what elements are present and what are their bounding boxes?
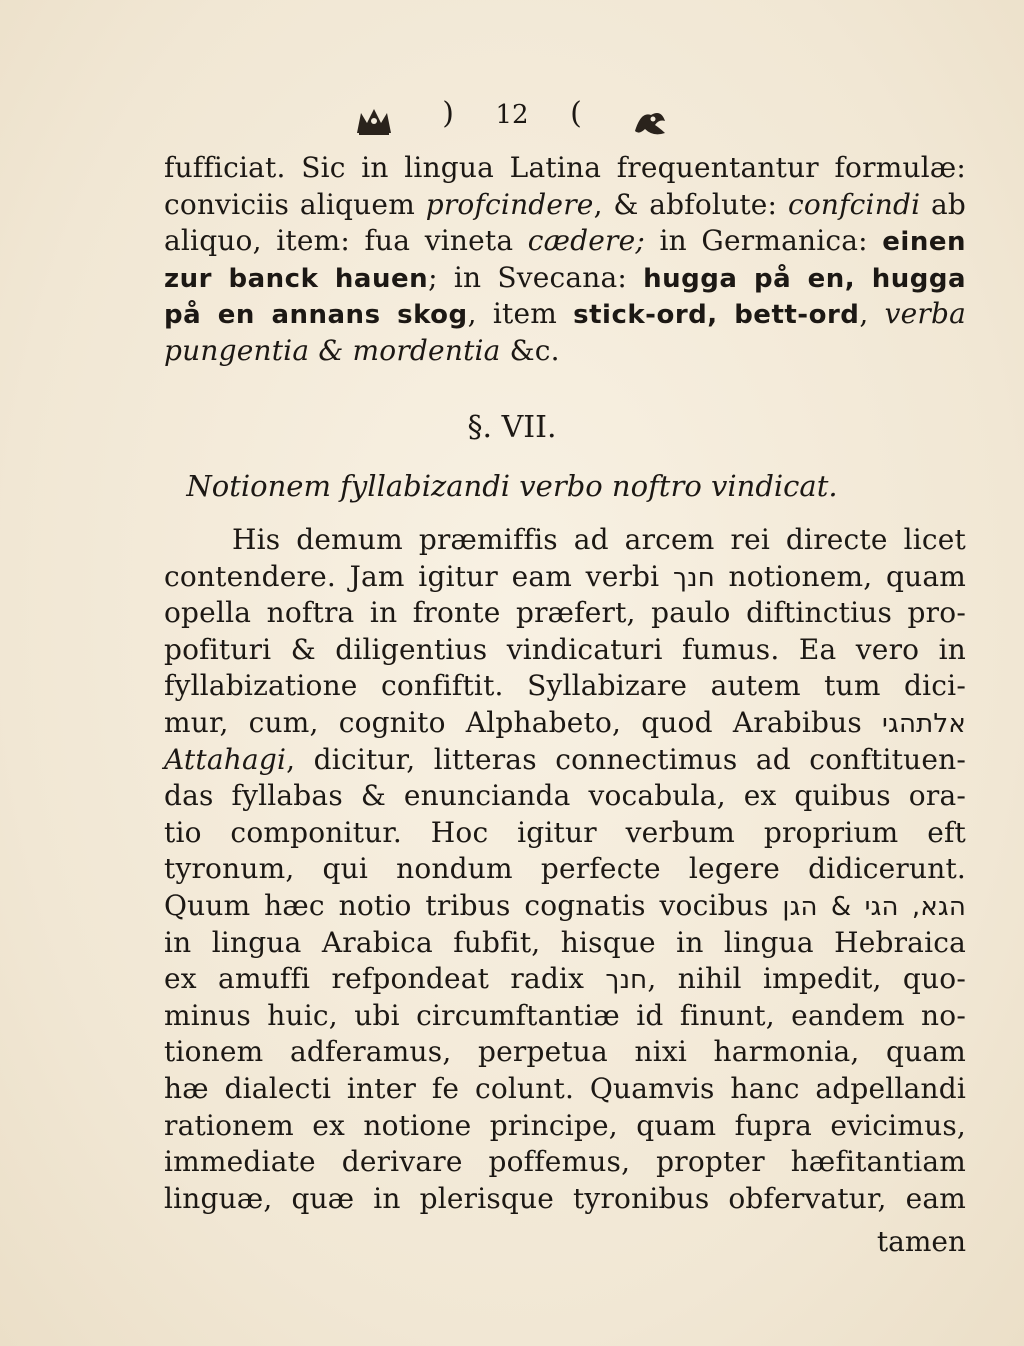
text-line: fufficiat. Sic in lingua Latina frequentantur formulæ:	[164, 151, 966, 184]
section-subtitle: Notionem fyllabizandi verbo noftro vindicat.	[186, 469, 838, 503]
text-line: tionem adferamus, perpetua nixi harmonia, quam	[164, 1035, 966, 1069]
text-line: Attahagi, dicitur, litteras connectimus ad conftituen-	[164, 742, 966, 776]
text-line: conviciis aliquem profcindere, & abfolute: confcindi ab	[164, 187, 967, 221]
text-line: immediate derivare poffemus, propter hæfitantiam	[164, 1145, 966, 1179]
ornament-fleuron-icon	[355, 100, 393, 130]
text-line: rationem ex notione principe, quam fupra evicimus,	[164, 1108, 966, 1142]
text-line: pofituri & diligentius vindicaturi fumus. Ea vero in	[164, 632, 966, 666]
page-header	[0, 86, 1024, 142]
text-line: tio componitur. Hoc igitur verbum proprium eft	[164, 815, 966, 849]
text-line: aliquo, item: fua vineta cædere; in Germanica: einen	[164, 224, 966, 258]
text-line: ex amuffi refpondeat radix חנך, nihil impedit, quo-	[164, 962, 966, 996]
left-bracket: )	[442, 96, 454, 131]
text-line: Quum hæc notio tribus cognatis vocibus הגא, הגי & הגן	[164, 888, 967, 922]
right-bracket: (	[570, 96, 582, 131]
text-line: in lingua Arabica fubfit, hisque in lingua Hebraica	[164, 925, 966, 959]
section-heading: §. VII.	[467, 410, 557, 445]
text-line: His demum præmiffis ad arcem rei directe licet	[232, 523, 966, 556]
text-line: tyronum, qui nondum perfecte legere didicerunt.	[164, 852, 966, 886]
text-line: zur banck hauen; in Svecana: hugga på en, hugga	[164, 260, 966, 294]
text-line: minus huic, ubi circumftantiæ id finunt, eandem no-	[164, 998, 966, 1032]
paragraph-continued	[164, 150, 966, 370]
text-line: pungentia & mordentia &c.	[164, 333, 560, 367]
text-line: opella noftra in fronte præfert, paulo diftinctius pro-	[164, 596, 966, 630]
ornament-fleuron-icon	[631, 100, 669, 130]
text-line: linguæ, quæ in plerisque tyronibus obfervatur, eam	[164, 1181, 966, 1215]
text-line: das fyllabas & enuncianda vocabula, ex quibus ora-	[164, 779, 966, 813]
paragraph-main	[164, 522, 966, 1217]
text-line: fyllabizatione confiftit. Syllabizare autem tum dici-	[164, 669, 966, 703]
text-line: contendere. Jam igitur eam verbi חנך notionem, quam	[164, 559, 966, 593]
catchword: tamen	[876, 1225, 966, 1258]
page-number: 12	[495, 100, 529, 130]
text-line: mur, cum, cognito Alphabeto, quod Arabibus אלתהגי	[164, 705, 966, 739]
text-line: på en annans skog, item stick-ord, bett-ord, verba	[164, 297, 967, 331]
text-line: hæ dialecti inter fe colunt. Quamvis hanc adpellandi	[164, 1071, 966, 1105]
